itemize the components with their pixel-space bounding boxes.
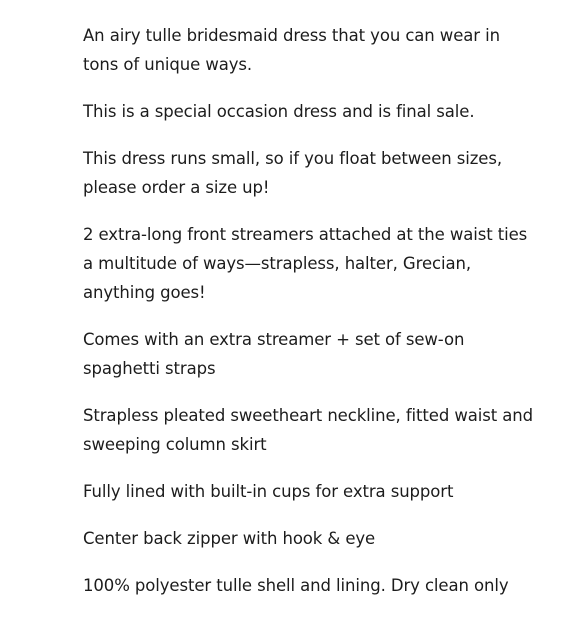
- description-neckline: Strapless pleated sweetheart neckline, fitted waist and sweeping column skirt: [83, 406, 533, 454]
- description-streamers: 2 extra-long front streamers attached at the waist ties a multitude of ways—strapless, halter, Grecian, anything goes!: [83, 225, 528, 302]
- description-closure: Center back zipper with hook & eye: [83, 529, 376, 548]
- description-sizing-note: This dress runs small, so if you float between sizes, please order a size up!: [83, 149, 503, 197]
- description-material-care: 100% polyester tulle shell and lining. Dry clean only: [83, 576, 509, 595]
- description-lining: Fully lined with built-in cups for extra support: [83, 482, 454, 501]
- product-description: [83, 21, 543, 618]
- description-extras: Comes with an extra streamer + set of sew-on spaghetti straps: [83, 330, 465, 378]
- description-intro: An airy tulle bridesmaid dress that you can wear in tons of unique ways.: [83, 26, 500, 74]
- description-final-sale: This is a special occasion dress and is final sale.: [83, 102, 475, 121]
